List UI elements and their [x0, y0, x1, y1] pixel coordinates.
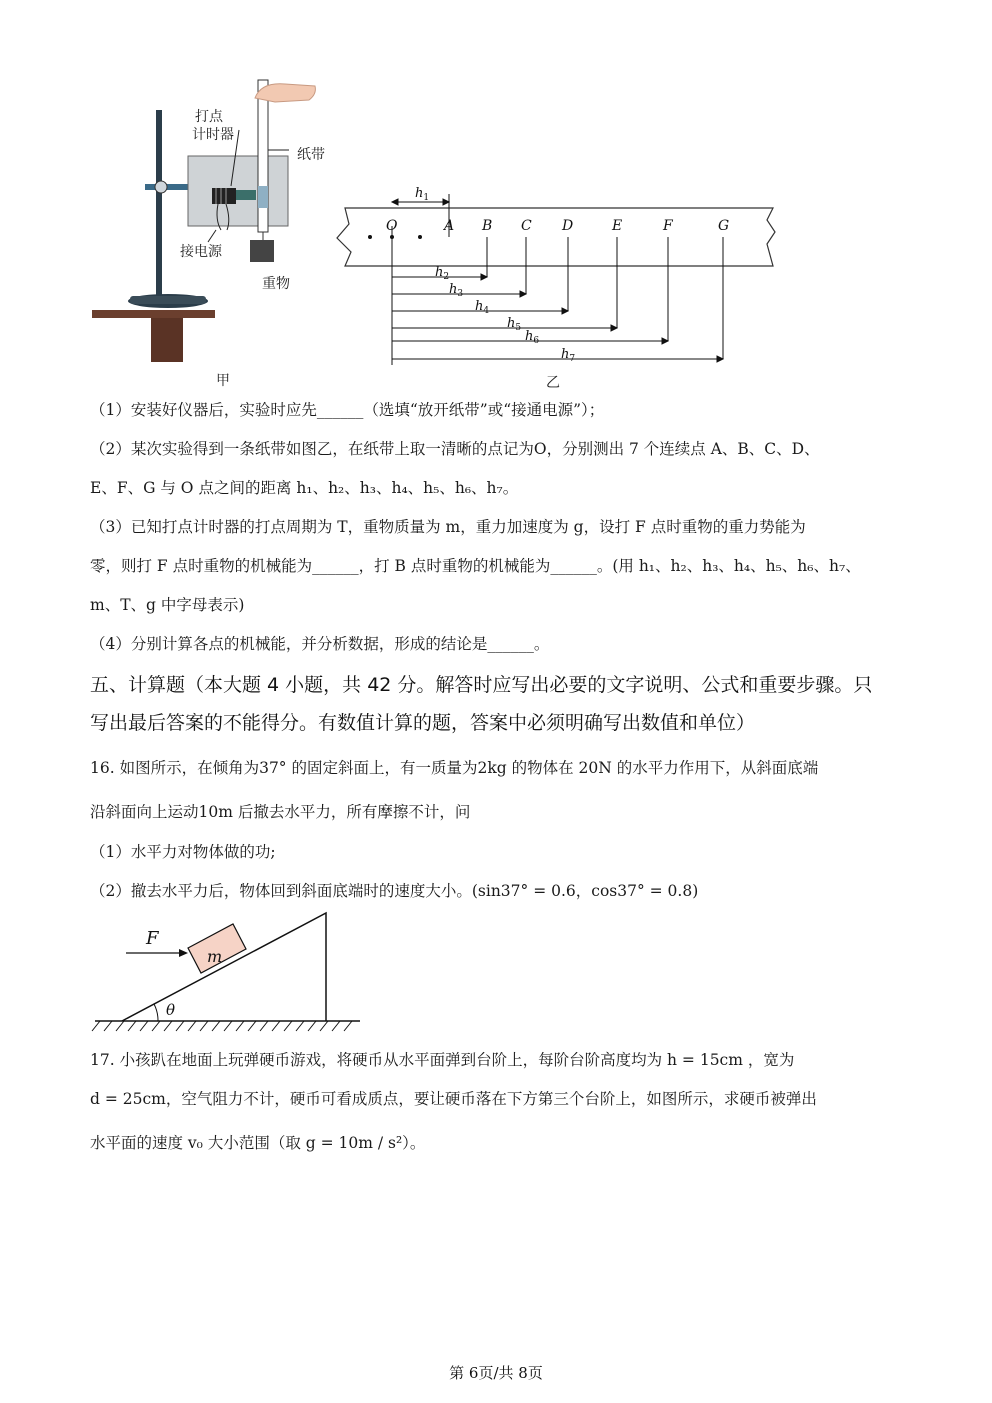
q17-line1: 17. 小孩趴在地面上玩弹硬币游戏，将硬币从水平面弹到台阶上，每阶台阶高度均为 h = 15cm ，宽为: [90, 1051, 795, 1069]
q16-line3: （1）水平力对物体做的功;: [90, 843, 276, 861]
label-timer-1: 打点: [195, 109, 223, 125]
svg-text:h5: $h_5$: [507, 316, 522, 333]
q15-part1: （1）安装好仪器后，实验时应先______（选填“放开纸带”或“接通电源”）；: [90, 401, 605, 419]
svg-text:h2: $h_2$: [435, 265, 450, 282]
q15-part3-line1: （3）已知打点计时器的打点周期为 T，重物质量为 m，重力加速度为 g，设打 F 点时重物的重力势能为: [90, 518, 806, 536]
mass-label: m: [207, 947, 223, 966]
point-B: B: [482, 218, 493, 234]
angle-label: θ: [166, 1001, 176, 1019]
point-G: G: [718, 218, 730, 234]
point-A: A: [444, 218, 455, 234]
label-timer-2: 计时器: [192, 127, 234, 143]
q15-part4: （4）分别计算各点的机械能，并分析数据，形成的结论是______。: [90, 635, 550, 653]
page-number: 第 6页/共 8页: [449, 1364, 543, 1382]
q16-line4: （2）撤去水平力后，物体回到斜面底端时的速度大小。(sin37° = 0.6，cos37° = 0.8): [90, 882, 699, 900]
caption-jia: 甲: [216, 373, 230, 389]
q15-part3-line2: 零，则打 F 点时重物的机械能为______，打 B 点时重物的机械能为______。(用 h₁、h₂、h₃、h₄、h₅、h₆、h₇、: [90, 557, 861, 575]
svg-text:h3: $h_3$: [449, 282, 464, 299]
incline-figure: [90, 905, 365, 1035]
label-power: 接电源: [180, 244, 222, 260]
svg-text:h7: $h_7$: [561, 347, 576, 364]
q16-line1: 16. 如图所示，在倾角为37° 的固定斜面上，有一质量为2kg 的物体在 20N 的水平力作用下，从斜面底端: [90, 759, 819, 777]
label-weight: 重物: [262, 276, 290, 292]
point-C: C: [521, 218, 532, 234]
point-E: E: [612, 218, 623, 234]
q17-line2: d = 25cm，空气阻力不计，硬币可看成质点，要让硬币落在下方第三个台阶上，如图所示，求硬币被弹出: [90, 1090, 817, 1108]
point-O: O: [386, 218, 398, 234]
label-tape: 纸带: [297, 147, 325, 163]
point-D: D: [562, 218, 574, 234]
q17-line3: 水平面的速度 v₀ 大小范围（取 g = 10m / s²）。: [90, 1134, 426, 1152]
force-label: F: [146, 928, 159, 949]
q15-part2-line1: （2）某次实验得到一条纸带如图乙，在纸带上取一清晰的点记为O，分别测出 7 个连续点 A、B、C、D、: [90, 440, 820, 458]
q15-part2-line2: E、F、G 与 O 点之间的距离 h₁、h₂、h₃、h₄、h₅、h₆、h₇。: [90, 479, 519, 497]
q15-part3-line3: m、T、g 中字母表示): [90, 596, 245, 614]
svg-text:h1: $h_1$: [415, 186, 430, 203]
tape-figure: [335, 180, 780, 375]
q16-line2: 沿斜面向上运动10m 后撤去水平力，所有摩擦不计，问: [90, 803, 471, 821]
section5-line2: 写出最后答案的不能得分。有数值计算的题，答案中必须明确写出数值和单位）: [90, 712, 756, 734]
section5-line1: 五、计算题（本大题 4 小题，共 42 分。解答时应写出必要的文字说明、公式和重要步骤。只: [90, 674, 873, 696]
caption-yi: 乙: [546, 375, 560, 391]
point-F: F: [663, 218, 673, 234]
svg-text:h4: $h_4$: [475, 299, 490, 316]
svg-text:h6: $h_6$: [525, 329, 540, 346]
